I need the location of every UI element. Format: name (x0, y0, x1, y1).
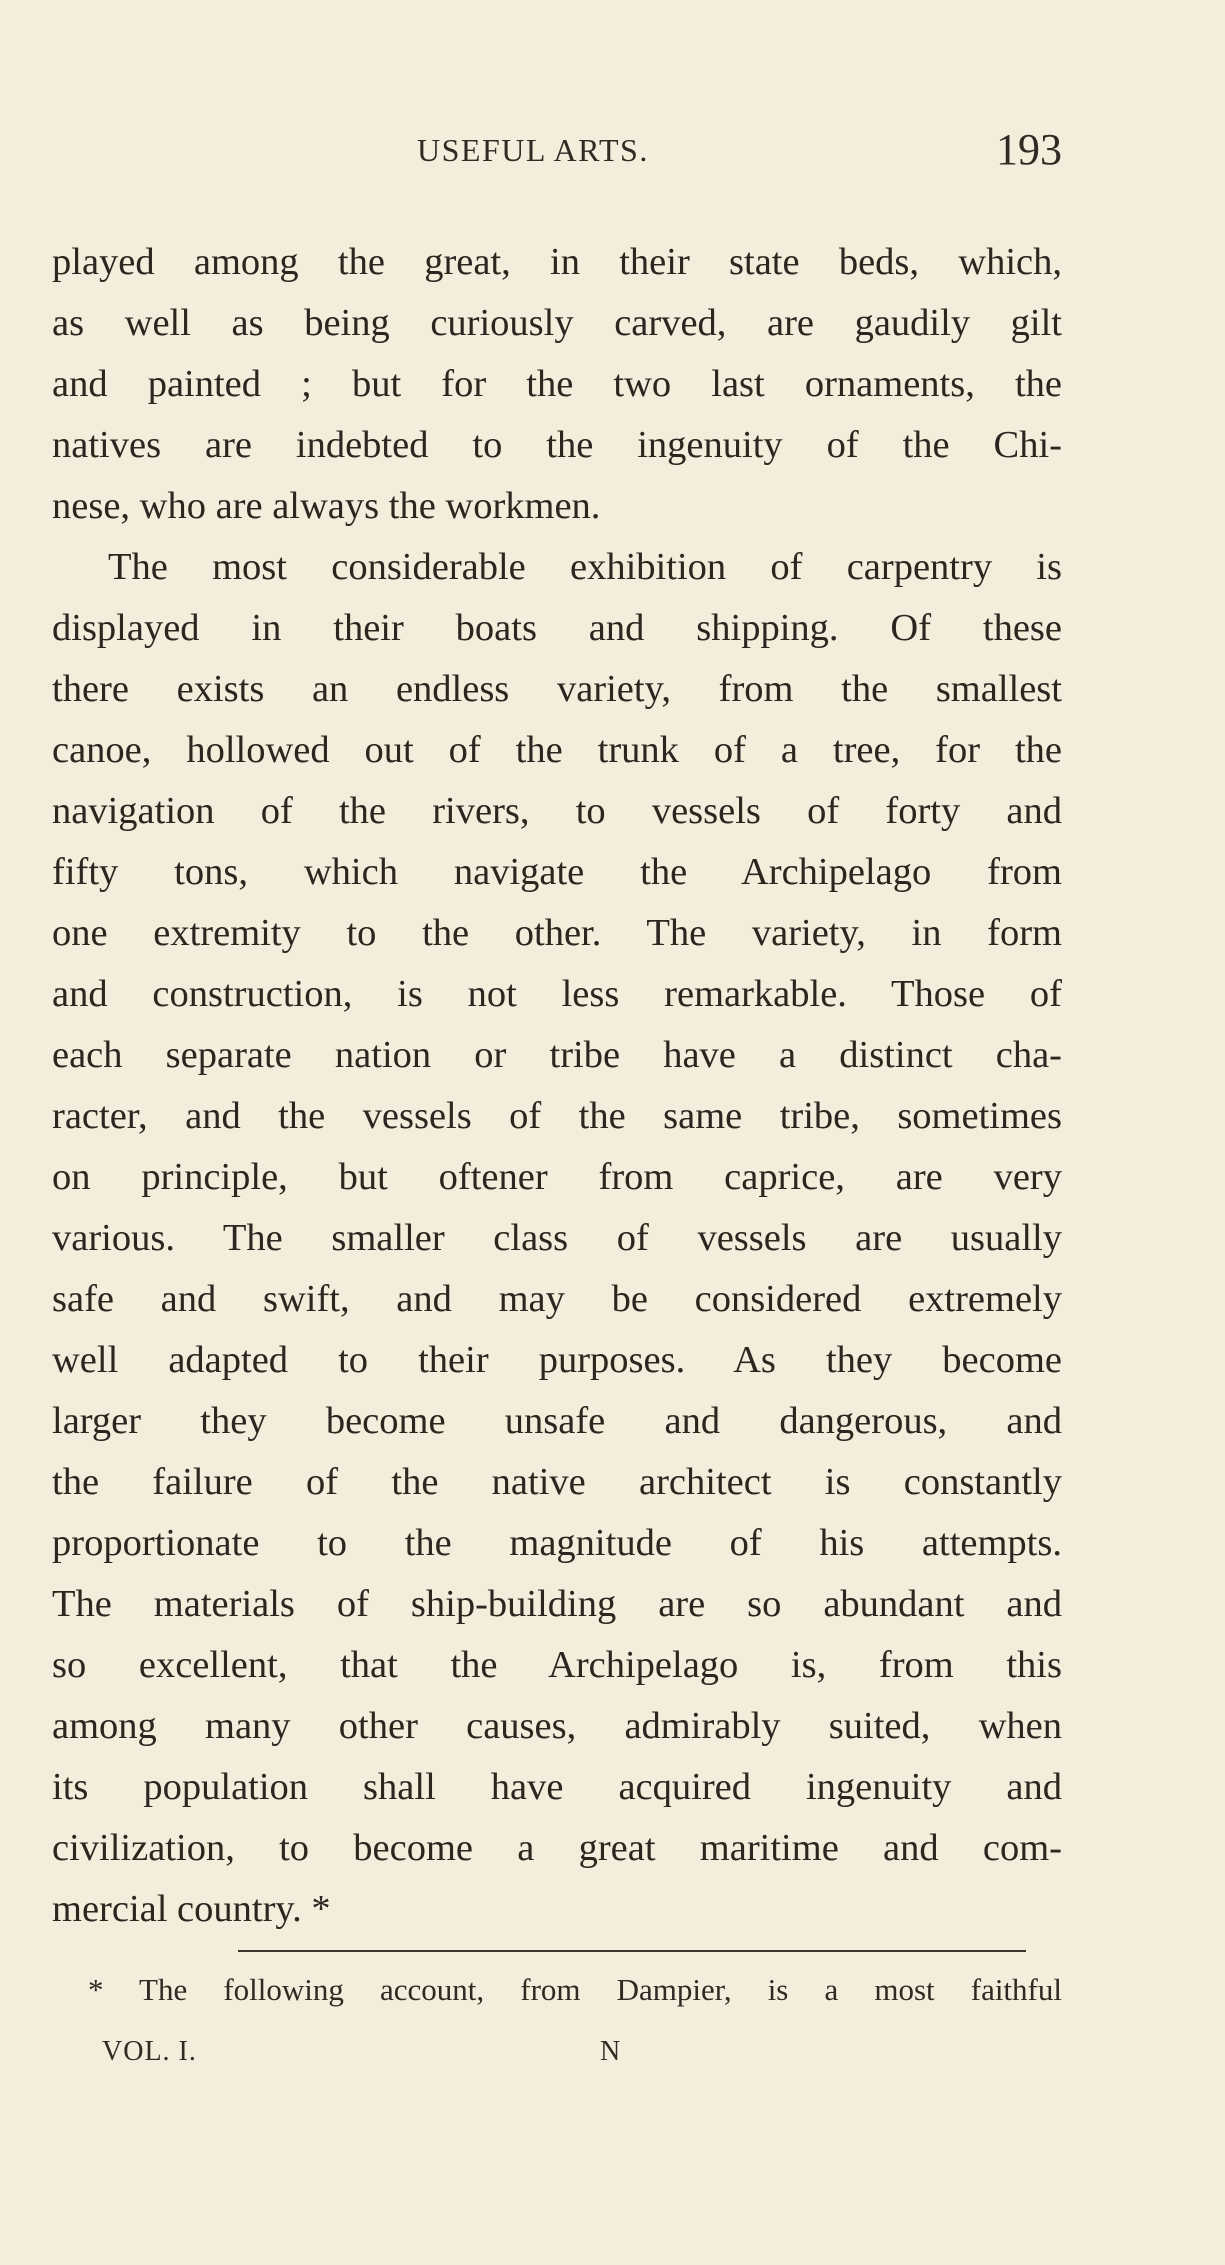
text-line: and construction, is not less remarkable. Those of (52, 973, 1062, 1015)
text-line: navigation of the rivers, to vessels of forty and (52, 790, 1062, 832)
footnote-rule (238, 1950, 1026, 1952)
text-line: canoe, hollowed out of the trunk of a tree, for the (52, 729, 1062, 771)
text-line: its population shall have acquired ingenuity and (52, 1766, 1062, 1808)
text-line: displayed in their boats and shipping. Of these (52, 607, 1062, 649)
text-line: larger they become unsafe and dangerous, and (52, 1400, 1062, 1442)
text-line: nese, who are always the workmen. (52, 485, 601, 527)
running-title: USEFUL ARTS. (417, 132, 649, 168)
footnote: * The following account, from Dampier, is a most faithful (88, 1972, 1062, 2007)
text-line: played among the great, in their state beds, which, (52, 241, 1062, 283)
text-line: safe and swift, and may be considered extremely (52, 1278, 1062, 1320)
text-line: among many other causes, admirably suited, when (52, 1705, 1062, 1747)
text-line: The materials of ship-building are so abundant and (52, 1583, 1062, 1625)
text-line: each separate nation or tribe have a distinct cha- (52, 1034, 1062, 1076)
text-line: The most considerable exhibition of carpentry is (108, 546, 1062, 588)
text-line: on principle, but oftener from caprice, are very (52, 1156, 1062, 1198)
text-line: proportionate to the magnitude of his attempts. (52, 1522, 1062, 1564)
volume-label: VOL. I. (102, 2036, 197, 2067)
text-line: as well as being curiously carved, are gaudily gilt (52, 302, 1062, 344)
page-number: 193 (996, 125, 1062, 174)
text-line: the failure of the native architect is constantly (52, 1461, 1062, 1503)
body-text (52, 232, 1062, 1940)
text-line: so excellent, that the Archipelago is, from this (52, 1644, 1062, 1686)
text-line: well adapted to their purposes. As they become (52, 1339, 1062, 1381)
text-line: and painted ; but for the two last ornaments, the (52, 363, 1062, 405)
text-line: mercial country. * (52, 1888, 331, 1930)
text-line: civilization, to become a great maritime and com- (52, 1827, 1062, 1869)
text-line: natives are indebted to the ingenuity of the Chi- (52, 424, 1062, 466)
text-line: fifty tons, which navigate the Archipelago from (52, 851, 1062, 893)
text-line: various. The smaller class of vessels are usually (52, 1217, 1062, 1259)
text-line: there exists an endless variety, from the smallest (52, 668, 1062, 710)
page-footer (102, 2036, 662, 2076)
text-line: one extremity to the other. The variety, in form (52, 912, 1062, 954)
running-head (52, 124, 1062, 184)
signature-mark: N (600, 2036, 621, 2067)
text-line: racter, and the vessels of the same tribe, sometimes (52, 1095, 1062, 1137)
